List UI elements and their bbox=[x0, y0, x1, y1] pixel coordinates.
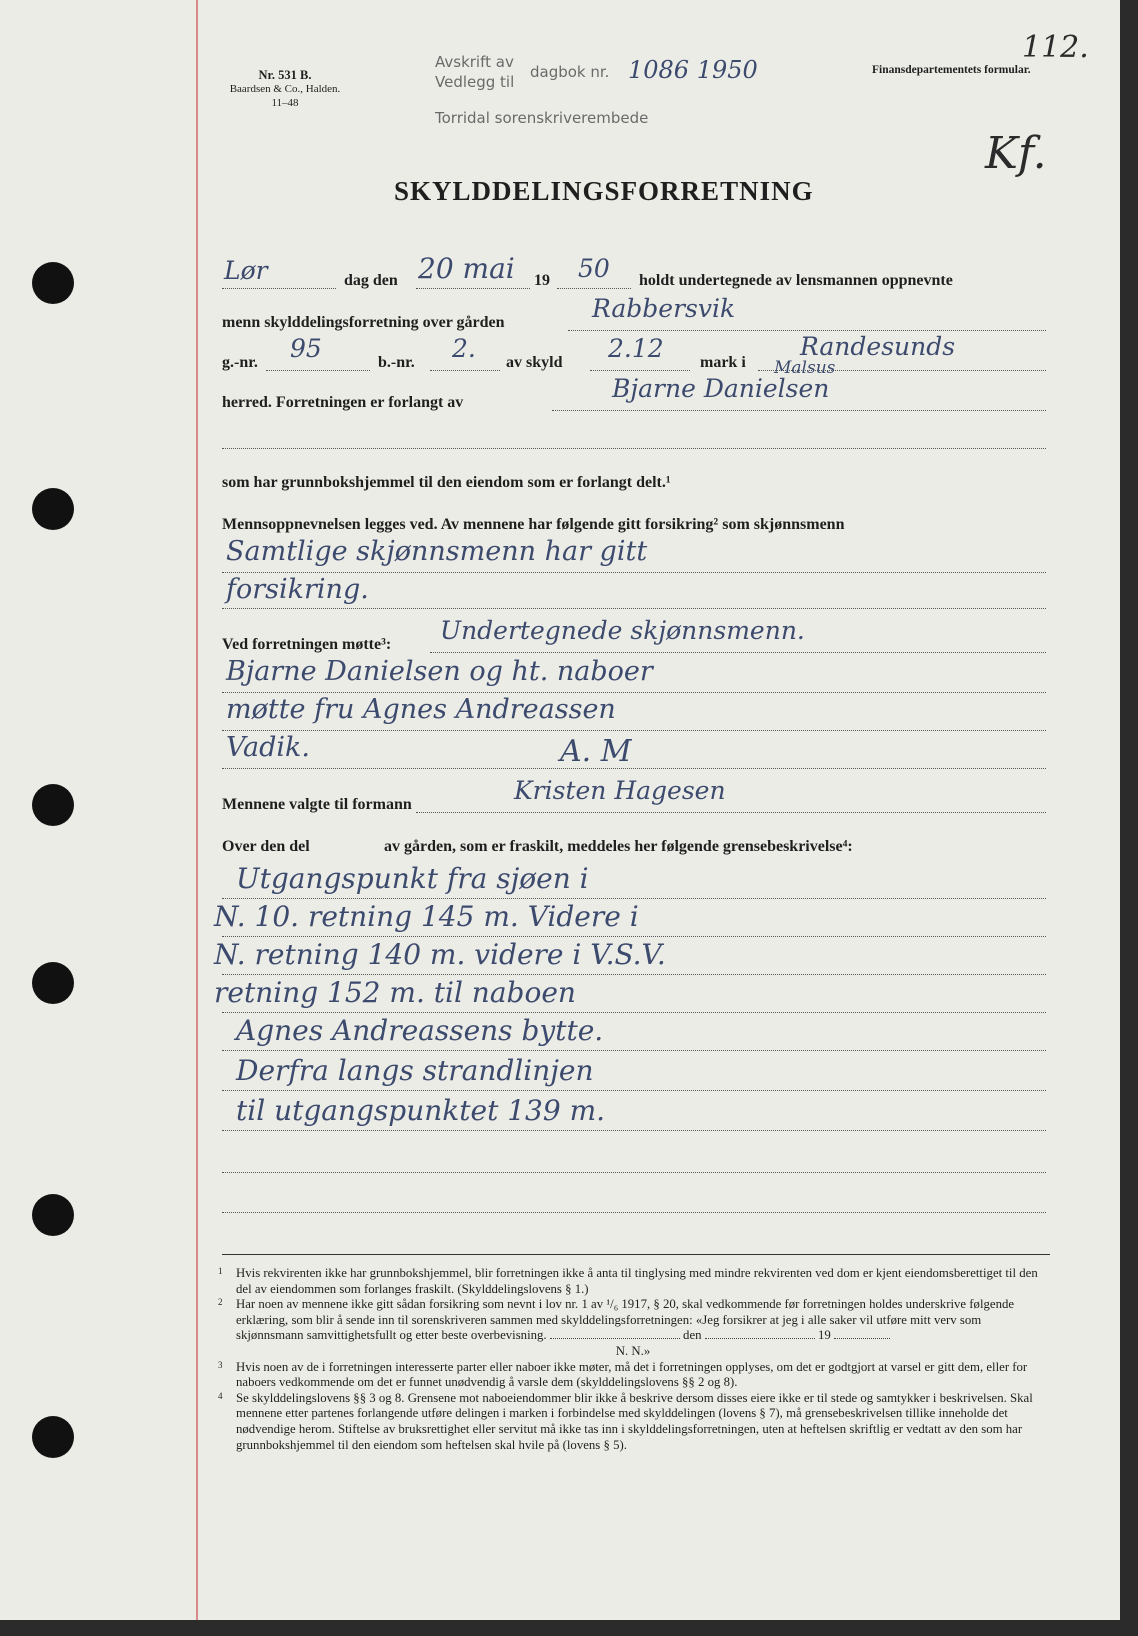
dotted-line bbox=[416, 288, 530, 289]
label-ved-forretningen: Ved forretningen møtte³: bbox=[222, 636, 392, 653]
dotted-line bbox=[222, 1130, 1046, 1131]
dotted-line bbox=[222, 608, 1046, 609]
dotted-line bbox=[552, 410, 1046, 411]
dotted-line bbox=[222, 898, 1046, 899]
dotted-line bbox=[222, 1012, 1046, 1013]
punch-hole bbox=[32, 784, 74, 826]
stamp-line-1: Avskrift av bbox=[435, 53, 514, 71]
hw-boundary-4: retning 152 m. til naboen bbox=[214, 976, 576, 1009]
hw-requester: Bjarne Danielsen bbox=[612, 374, 830, 403]
office-stamp bbox=[435, 52, 514, 92]
dotted-line bbox=[222, 288, 336, 289]
hw-chairman: Kristen Hagesen bbox=[514, 776, 726, 805]
dotted-line bbox=[222, 1050, 1046, 1051]
hw-farm: Rabbersvik bbox=[592, 294, 736, 323]
hw-boundary-2: N. 10. retning 145 m. Videre i bbox=[214, 900, 639, 933]
dotted-line bbox=[222, 1212, 1046, 1213]
hw-date: 20 mai bbox=[418, 252, 515, 285]
dotted-line bbox=[590, 370, 690, 371]
label-som-har: som har grunnbokshjemmel til den eiendom som er forlangt delt.¹ bbox=[222, 474, 671, 491]
dotted-line bbox=[416, 812, 1046, 813]
label-menn: menn skylddelingsforretning over gården bbox=[222, 314, 505, 331]
dotted-line bbox=[266, 370, 370, 371]
hw-insurance-2: forsikring. bbox=[226, 574, 369, 605]
print-code: 11–48 bbox=[271, 97, 299, 109]
punch-hole bbox=[32, 262, 74, 304]
dotted-line bbox=[222, 1172, 1046, 1173]
hw-boundary-1: Utgangspunkt fra sjøen i bbox=[236, 862, 589, 895]
label-mennsoppnevnelsen: Mennsoppnevnelsen legges ved. Av mennene har følgende gitt forsikring² som skjønnsmenn bbox=[222, 516, 845, 533]
dotted-line bbox=[222, 692, 1046, 693]
footnote-rule bbox=[222, 1254, 1050, 1255]
hw-bnr: 2. bbox=[452, 334, 476, 363]
stamp-dagbok: dagbok nr. bbox=[530, 63, 610, 81]
label-over-rest: av gården, som er fraskilt, meddeles her følgende grensebeskrivelse⁴: bbox=[384, 838, 853, 855]
label-gnr: g.-nr. bbox=[222, 354, 258, 371]
punch-hole bbox=[32, 962, 74, 1004]
red-margin-line bbox=[196, 0, 198, 1620]
dotted-line bbox=[568, 330, 1046, 331]
publisher: Baardsen & Co., Halden. bbox=[229, 83, 341, 95]
label-holdt: holdt undertegnede av lensmannen oppnevnte bbox=[639, 272, 953, 289]
label-mark-i: mark i bbox=[700, 354, 746, 371]
hw-municipality-correction: Malsus bbox=[774, 358, 836, 378]
footnote-2: 2 Har noen av mennene ikke gitt sådan forsikring som nevnt i lov nr. 1 av ¹/₆ 1917, § 20, skal vedkommende før forretningen holdes underskrive følgende erklæring, som blir å sende inn til sorenskriveren sammen med skylddelingsforretningen: «Jeg forsikrer at jeg i alle saker vil utføre mitt verv som skjønnsmann samvittighetsfullt og etter beste overbevisning. den 19 bbox=[218, 1297, 1015, 1343]
stamp-line-2: Vedlegg til bbox=[435, 73, 515, 91]
label-formann: Mennene valgte til formann bbox=[222, 796, 412, 813]
dotted-line bbox=[222, 730, 1046, 731]
form-number: Nr. 531 B. bbox=[258, 68, 312, 82]
footnote-2-signature: N. N.» bbox=[615, 1343, 651, 1358]
hw-year: 50 bbox=[578, 254, 610, 283]
hw-municipality: Randesunds bbox=[800, 332, 956, 361]
dotted-line bbox=[222, 974, 1046, 975]
dotted-line bbox=[222, 448, 1046, 449]
hw-insurance-1: Samtlige skjønnsmenn har gitt bbox=[226, 536, 648, 567]
dotted-line bbox=[222, 768, 1046, 769]
form-number-block bbox=[215, 68, 355, 110]
page-number: 112. bbox=[1022, 30, 1089, 65]
hw-gnr: 95 bbox=[290, 334, 322, 363]
page-title: SKYLDDELINGSFORRETNING bbox=[394, 176, 814, 206]
hw-attended-3: møtte fru Agnes Andreassen bbox=[226, 694, 616, 725]
label-over-den: Over den del bbox=[222, 838, 310, 855]
dotted-line bbox=[430, 652, 1046, 653]
stamp-office: Torridal sorenskriverembede bbox=[435, 109, 649, 127]
punch-hole bbox=[32, 1194, 74, 1236]
hw-boundary-3: N. retning 140 m. videre i V.S.V. bbox=[214, 938, 666, 971]
hw-boundary-6: Derfra langs strandlinjen bbox=[236, 1054, 594, 1087]
hw-boundary-5: Agnes Andreassens bytte. bbox=[236, 1014, 604, 1047]
footnotes bbox=[218, 1266, 1048, 1453]
hw-signature-mark: A. M bbox=[560, 734, 632, 769]
punch-hole bbox=[32, 488, 74, 530]
label-herred: herred. Forretningen er forlangt av bbox=[222, 394, 464, 411]
hw-place: Lør bbox=[224, 256, 268, 285]
dotted-line bbox=[222, 1090, 1046, 1091]
label-dag-den: dag den bbox=[344, 272, 398, 289]
label-bnr: b.-nr. bbox=[378, 354, 415, 371]
dotted-line bbox=[430, 370, 500, 371]
punch-hole bbox=[32, 1416, 74, 1458]
hw-attended-1: Undertegnede skjønnsmenn. bbox=[440, 616, 805, 645]
dagbok-number: 1086 1950 bbox=[628, 56, 758, 84]
label-year: 19 bbox=[534, 272, 550, 289]
hw-attended-4: Vadik. bbox=[226, 732, 310, 763]
footnote-1: 1 Hvis rekvirenten ikke har grunnbokshjemmel, blir forretningen ikke å anta til tinglysing med mindre rekvirenten ved dom er kjent eiendomsberettiget til den del av eiendommen som forlanges fraskilt. (Skylddelingslovens § 1.) bbox=[218, 1266, 1038, 1296]
hw-boundary-7: til utgangspunktet 139 m. bbox=[236, 1094, 606, 1127]
label-av-skyld: av skyld bbox=[506, 354, 563, 371]
dotted-line bbox=[222, 572, 1046, 573]
footnote-3: 3 Hvis noen av de i forretningen interesserte parter eller naboer ikke møter, må det i forretningen opplyses, om det er godtgjort at varsel er gitt dem, eller for naboers vedkommende om det er funnet unødvendig å varsle dem (skylddelingslovens §§ 2 og 8). bbox=[218, 1359, 1028, 1390]
dotted-line bbox=[557, 288, 631, 289]
dotted-line bbox=[222, 936, 1046, 937]
initials: Kf. bbox=[985, 128, 1047, 179]
hw-attended-2: Bjarne Danielsen og ht. naboer bbox=[226, 656, 653, 687]
footnote-4: 4 Se skylddelingslovens §§ 3 og 8. Grensene mot naboeiendommer blir ikke å beskrive dersom disses eiere ikke er til stede og samtykker i beskrivelsen. Skal mennene etter partenes forlangende utføre delingen i marken i forbindelse med skylddelingen (lovens § 7), må grensebeskrivelsen tillike inneholde det nødvendige herom. Stiftelse av bruksrettighet eller servitut må ikke tas inn i skylddelingsforretningen, uten at heftelsen skriftlig er vedtatt av den som har grunnbokshjemmel til den eiendom som heftelsen skal hvile på (lovens § 5). bbox=[218, 1390, 1033, 1452]
hw-skyld: 2.12 bbox=[608, 334, 664, 363]
ministry-label: Finansdepartementets formular. bbox=[872, 64, 1031, 76]
